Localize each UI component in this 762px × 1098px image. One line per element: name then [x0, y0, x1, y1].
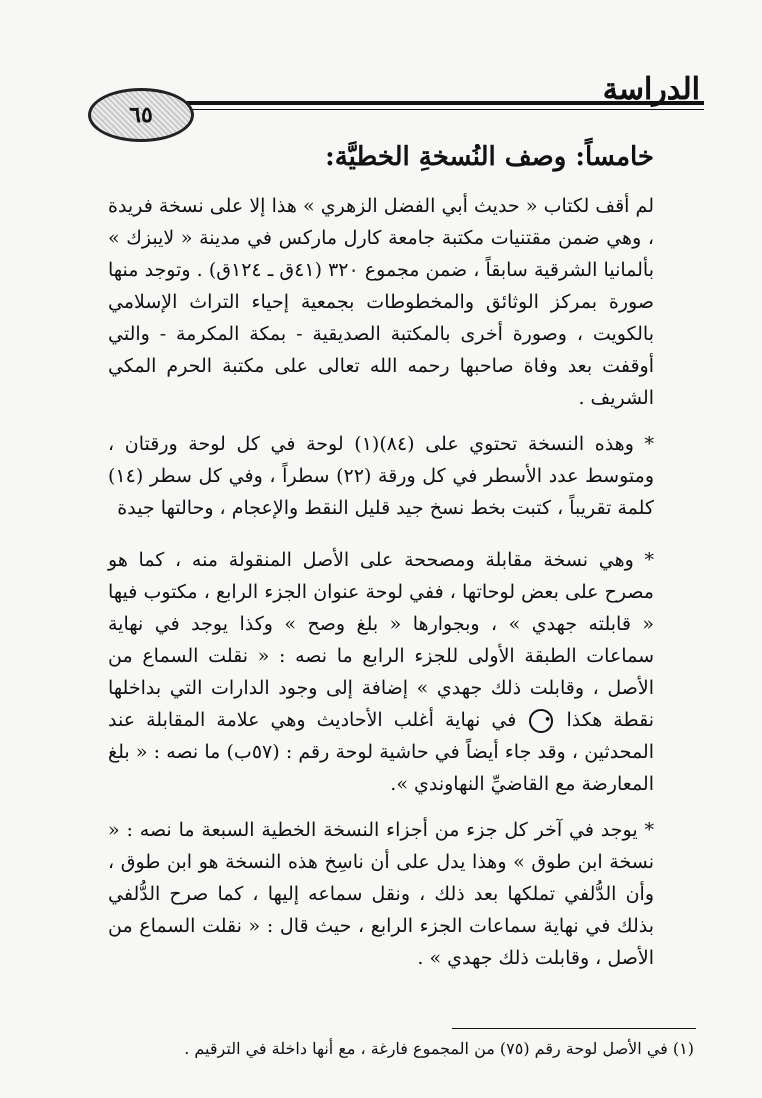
- footnote-divider: [452, 1028, 696, 1029]
- body-text: [108, 190, 654, 988]
- paragraph-2: * وهذه النسخة تحتوي على (٨٤)(١) لوحة في كل لوحة ورقتان ، ومتوسط عدد الأسطر في كل ورقة (٢٢) سطراً ، وفي كل سطر (١٤) كلمة تقريباً ، كتبت بخط نسخ جيد قليل النقط والإعجام ، وحالتها جيدة: [108, 433, 655, 519]
- page-number: ٦٥: [129, 102, 153, 128]
- page-number-badge: [88, 88, 194, 142]
- section-heading: خامساً: وصف النُسخةِ الخطيَّة:: [325, 142, 654, 172]
- paragraph-3-continued: في نهاية أغلب الأحاديث وهي علامة المقابلة عند المحدثين ، وقد جاء أيضاً في حاشية لوحة رقم : (٥٧ب) ما نصه : « بلغ المعارضة مع القاضيِّ النهاوندي ».: [108, 709, 654, 795]
- footnote: (١) في الأصل لوحة رقم (٧٥) من المجموع فارغة ، مع أنها داخلة في الترقيم .: [184, 1039, 694, 1058]
- header-rule: [108, 101, 704, 105]
- circle-dot-icon: •: [529, 709, 553, 733]
- running-header-title: الدراسة: [602, 72, 700, 107]
- paragraph-4: * يوجد في آخر كل جزء من أجزاء النسخة الخطية السبعة ما نصه : « نسخة ابن طوق » وهذا يدل على أن ناسِخ هذه النسخة هو ابن طوق ، وأن الدُّلفي تملكها بعد ذلك ، ونقل سماعه إليها ، كما صرح الدُّلفي بذلك في نهاية سماعات الجزء الرابع ، حيث قال : « نقلت السماع من الأصل ، وقابلت ذلك جهدي » .: [108, 819, 654, 969]
- paragraph-1: لم أقف لكتاب « حديث أبي الفضل الزهري » هذا إلا على نسخة فريدة ، وهي ضمن مقتنيات مكتبة جامعة كارل ماركس في مدينة « لايبزك » بألمانيا الشرقية سابقاً ، ضمن مجموع ٣٢٠ (٤١ق ـ ١٢٤ق) . وتوجد منها صورة بمركز الوثائق والمخطوطات بجمعية إحياء التراث الإسلامي بالكويت ، وصورة أخرى بالمكتبة الصديقية - بمكة المكرمة - والتي أوقفت بعد وفاة صاحبها رحمه الله تعالى على مكتبة الحرم المكي الشريف .: [108, 195, 655, 409]
- paragraph-3: [108, 544, 654, 800]
- paragraph-3-text: * وهي نسخة مقابلة ومصححة على الأصل المنقولة منه ، كما هو مصرح على بعض لوحاتها ، ففي لوحة عنوان الجزء الرابع ، مكتوب فيها « قابلته جهدي » ، وبجوارها « بلغ وصح » وكذا يوجد في نهاية سماعات الطبقة الأولى للجزء الرابع ما نصه : « نقلت السماع من الأصل ، وقابلت ذلك جهدي » إضافة إلى وجود الدارات التي بداخلها نقطة هكذا: [108, 549, 654, 731]
